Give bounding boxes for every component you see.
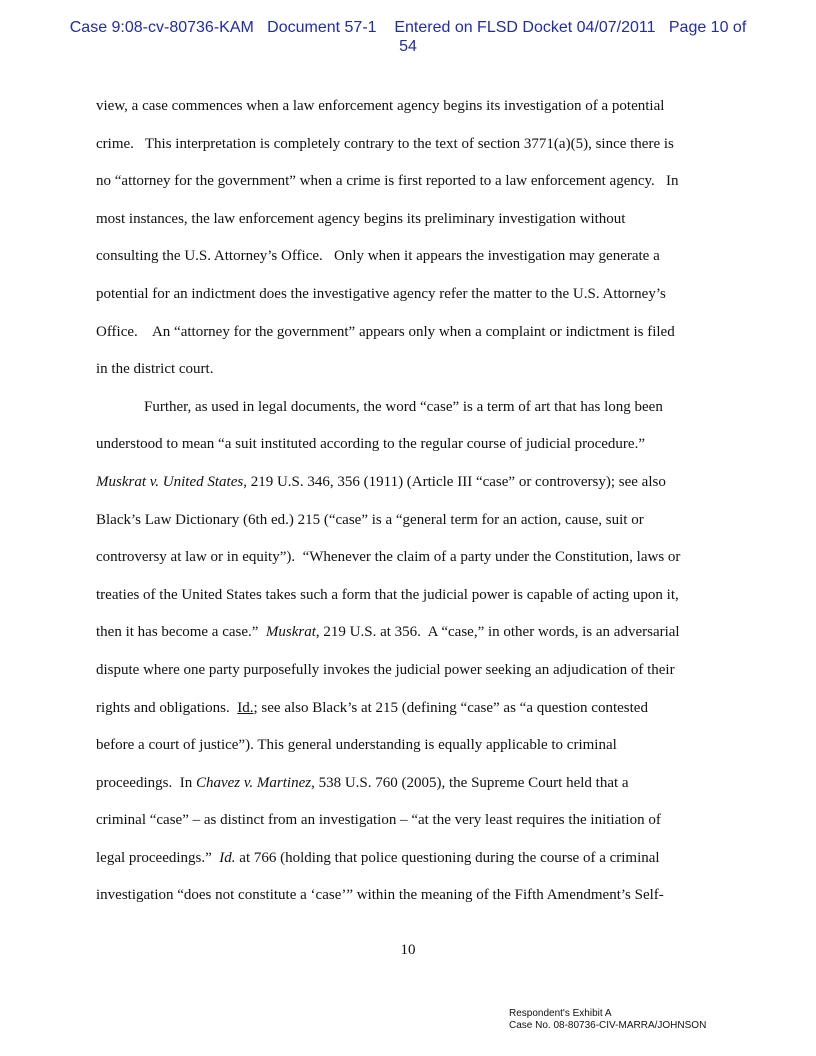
id-citation: Id. [237,699,254,716]
body-line [96,321,736,359]
text-run: controversy at law or in equity”). “Whenever the claim of a party under the Constitution, laws or [96,549,681,566]
case-citation: Id. [219,849,236,866]
docket-header-line2: 54 [399,38,417,55]
body-line [96,170,736,208]
text-run: rights and obligations. [96,699,238,716]
body-line [96,734,736,772]
exhibit-stamp [509,1008,706,1032]
text-run: dispute where one party purposefully invokes the judicial power seeking an adjudication of their [96,661,675,678]
body-line [96,245,736,283]
docket-header-line1: Case 9:08-cv-80736-KAM Document 57-1 Entered on FLSD Docket 04/07/2011 Page 10 of [69,19,747,36]
exhibit-label: Respondent's Exhibit A [509,1008,612,1019]
case-citation: Chavez v. Martinez [195,774,312,791]
body-line [96,772,736,810]
text-run: criminal “case” – as distinct from an investigation – “at the very least requires the initiation of [96,812,661,829]
body-line [96,847,736,885]
text-run: understood to mean “a suit instituted according to the regular course of judicial procedure.” [96,436,645,453]
body-line [96,809,736,847]
text-run: potential for an indictment does the investigative agency refer the matter to the U.S. Attorney’s [96,285,666,302]
text-run: at 766 (holding that police questioning during the course of a criminal [235,849,660,866]
body-line [96,697,736,735]
body-line [96,621,736,659]
text-run: Further, as used in legal documents, the word “case” is a term of art that has long been [144,398,663,415]
text-run: before a court of justice”). This general understanding is equally applicable to criminal [96,737,617,754]
body-line [96,283,736,321]
body-line [96,433,736,471]
text-run: , 219 U.S. 346, 356 (1911) (Article III “case” or controversy); see also [243,473,666,490]
text-run: in the district court. [96,361,214,378]
body-line [96,358,736,396]
case-citation: Muskrat v. United States [96,473,244,490]
body-line [96,208,736,246]
body-line [96,546,736,584]
body-line [96,509,736,547]
text-run: most instances, the law enforcement agency begins its preliminary investigation without [96,210,626,227]
exhibit-case-number: Case No. 08-80736-CIV-MARRA/JOHNSON [509,1020,707,1031]
page-number: 10 [400,942,416,958]
text-run: treaties of the United States takes such a form that the judicial power is capable of acting upon it, [96,586,679,603]
text-run: no “attorney for the government” when a crime is first reported to a law enforcement agency. In [96,173,679,190]
text-run: , 538 U.S. 760 (2005), the Supreme Court held that a [311,774,629,791]
body-line [96,133,736,171]
text-run: proceedings. In [96,774,196,791]
text-run: then it has become a case.” [96,624,266,641]
body-line [96,659,736,697]
text-run: investigation “does not constitute a ‘case’” within the meaning of the Fifth Amendment’s Self- [96,887,664,904]
body-line [96,884,736,922]
text-run: legal proceedings.” [96,849,220,866]
text-run: Office. An “attorney for the government” appears only when a complaint or indictment is filed [96,323,675,340]
body-line [96,584,736,622]
text-run: Black’s Law Dictionary (6th ed.) 215 (“case” is a “general term for an action, cause, suit or [96,511,644,528]
case-citation: Muskrat [265,624,316,641]
text-run: ; see also Black’s at 215 (defining “case” as “a question contested [253,699,648,716]
text-run: , 219 U.S. at 356. A “case,” in other words, is an adversarial [315,624,680,641]
text-run: crime. This interpretation is completely contrary to the text of section 3771(a)(5), since there is [96,135,674,152]
text-run: view, a case commences when a law enforcement agency begins its investigation of a potential [96,98,665,114]
body-line [96,396,736,434]
text-run: consulting the U.S. Attorney’s Office. Only when it appears the investigation may generate a [96,248,660,265]
body-line [96,95,736,133]
body-line [96,471,736,509]
docket-header [0,18,816,56]
document-body [96,95,736,922]
